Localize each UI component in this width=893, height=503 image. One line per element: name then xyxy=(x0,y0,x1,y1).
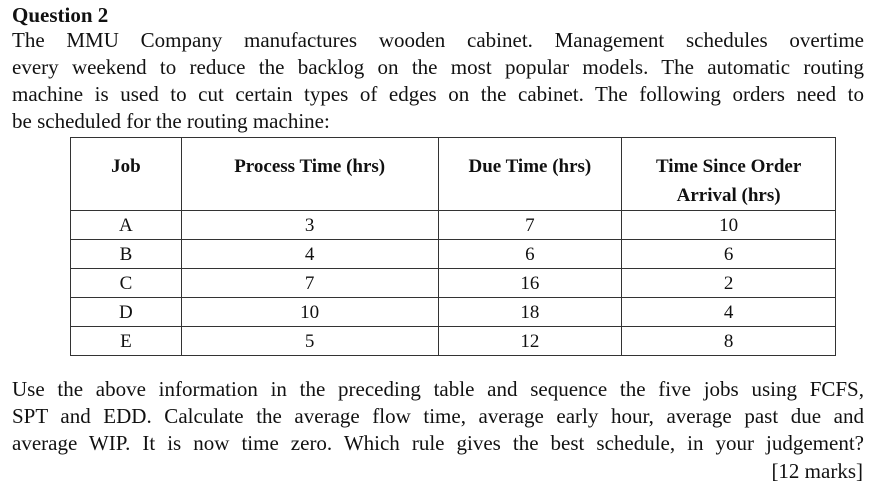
marks-label: [12 marks] xyxy=(771,459,863,483)
header-arrival xyxy=(622,138,836,211)
cell-job: D xyxy=(71,298,182,327)
header-arrival-line1: Time Since Order xyxy=(655,156,802,177)
instruction-line: Use the above information in the preceding table and sequence the five jobs using FCFS, xyxy=(12,377,864,401)
question-instructions xyxy=(12,376,864,457)
cell-arrival: 6 xyxy=(622,240,836,269)
cell-job: E xyxy=(71,327,182,356)
instruction-line: SPT and EDD. Calculate the average flow time, average early hour, average past due and xyxy=(12,404,864,428)
cell-process-time: 3 xyxy=(181,211,438,240)
intro-line: machine is used to cut certain types of edges on the cabinet. The following orders need to xyxy=(12,82,864,106)
table-row xyxy=(71,327,836,356)
cell-process-time: 5 xyxy=(181,327,438,356)
cell-arrival: 8 xyxy=(622,327,836,356)
cell-due-time: 12 xyxy=(438,327,622,356)
question-intro xyxy=(12,27,864,135)
instruction-line: average WIP. It is now time zero. Which rule gives the best schedule, in your judgement? xyxy=(12,431,864,455)
question-heading: Question 2 xyxy=(12,3,109,27)
header-due-time: Due Time (hrs) xyxy=(438,138,622,211)
orders-table xyxy=(70,137,836,356)
header-job: Job xyxy=(71,138,182,211)
cell-due-time: 18 xyxy=(438,298,622,327)
table-row xyxy=(71,269,836,298)
cell-job: C xyxy=(71,269,182,298)
intro-line: The MMU Company manufactures wooden cabinet. Management schedules overtime xyxy=(12,28,864,52)
cell-process-time: 10 xyxy=(181,298,438,327)
cell-arrival: 10 xyxy=(622,211,836,240)
cell-due-time: 16 xyxy=(438,269,622,298)
header-arrival-line2: Arrival (hrs) xyxy=(676,185,781,206)
cell-process-time: 7 xyxy=(181,269,438,298)
intro-line: be scheduled for the routing machine: xyxy=(12,109,330,133)
cell-due-time: 7 xyxy=(438,211,622,240)
cell-arrival: 2 xyxy=(622,269,836,298)
cell-job: A xyxy=(71,211,182,240)
header-process-time: Process Time (hrs) xyxy=(181,138,438,211)
cell-due-time: 6 xyxy=(438,240,622,269)
cell-job: B xyxy=(71,240,182,269)
cell-process-time: 4 xyxy=(181,240,438,269)
table-row xyxy=(71,211,836,240)
intro-line: every weekend to reduce the backlog on the most popular models. The automatic routing xyxy=(12,55,864,79)
table-row xyxy=(71,240,836,269)
table-row xyxy=(71,298,836,327)
cell-arrival: 4 xyxy=(622,298,836,327)
table-header-row xyxy=(71,138,836,211)
